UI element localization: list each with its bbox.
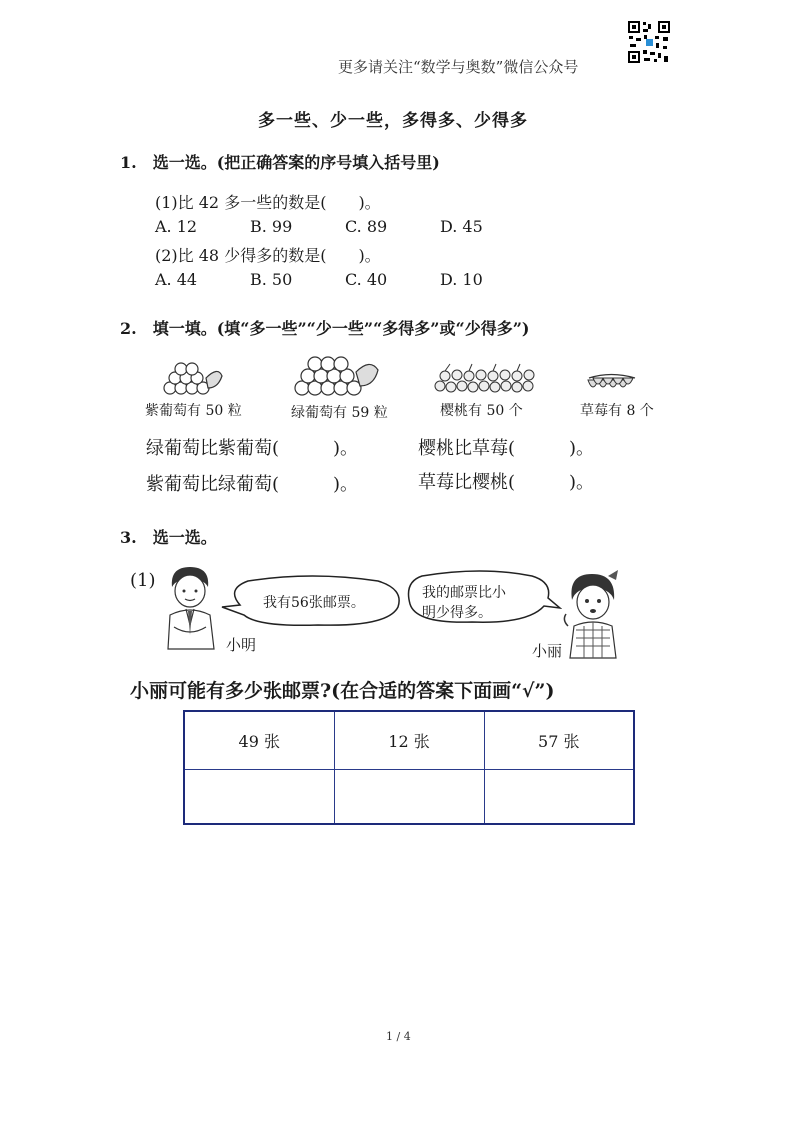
q3-part-label: (1) (130, 570, 156, 591)
purple-grapes-caption: 紫葡萄有 50 粒 (145, 403, 242, 419)
girl-name: 小丽 (532, 642, 563, 660)
q1-item2-option-d: D. 10 (440, 270, 483, 289)
qr-code-icon (627, 20, 671, 64)
answer-header-12: 12 张 (334, 711, 484, 769)
q1-item2-option-a: A. 44 (155, 270, 198, 289)
green-grapes-icon (292, 352, 380, 400)
girl-speech-line2: 明少得多。 (422, 605, 492, 621)
cherries-caption: 樱桃有 50 个 (440, 403, 523, 419)
boy-name: 小明 (226, 636, 257, 654)
header-note: 更多请关注“数学与奥数”微信公众号 (338, 58, 579, 76)
answer-cell-12[interactable] (334, 769, 484, 824)
girl-xiaoli-icon (558, 570, 628, 660)
green-grapes-caption: 绿葡萄有 59 粒 (291, 405, 388, 421)
q2-blank-2[interactable]: 樱桃比草莓( )。 (418, 438, 595, 459)
strawberries-icon (585, 372, 639, 396)
q2-heading: 2. 填一填。(填“多一些”“少一些”“多得多”或“少得多”) (120, 319, 530, 338)
answer-cell-57[interactable] (484, 769, 634, 824)
page-number: 1 / 4 (386, 1030, 411, 1043)
girl-speech-line1: 我的邮票比小 (422, 585, 506, 601)
q1-item1-stem: (1)比 42 多一些的数是( )。 (155, 193, 381, 212)
q1-item2-stem: (2)比 48 少得多的数是( )。 (155, 246, 381, 265)
q2-blank-1[interactable]: 绿葡萄比紫葡萄( )。 (146, 438, 359, 459)
q1-item1-option-c: C. 89 (345, 217, 388, 236)
q1-item1-option-b: B. 99 (250, 217, 293, 236)
q1-item2-option-c: C. 40 (345, 270, 388, 289)
q2-blank-3[interactable]: 紫葡萄比绿葡萄( )。 (146, 474, 359, 495)
page-title: 多一些、少一些，多得多、少得多 (258, 111, 528, 131)
q3-question: 小丽可能有多少张邮票?(在合适的答案下面画“√”) (130, 680, 555, 702)
answer-header-49: 49 张 (184, 711, 334, 769)
q2-blank-4[interactable]: 草莓比樱桃( )。 (418, 472, 595, 493)
cherries-icon (432, 362, 540, 396)
answer-cell-49[interactable] (184, 769, 334, 824)
q1-item2-option-b: B. 50 (250, 270, 293, 289)
answer-header-57: 57 张 (484, 711, 634, 769)
boy-xiaoming-icon (160, 565, 222, 650)
answer-table (183, 710, 635, 825)
q1-item1-option-a: A. 12 (155, 217, 198, 236)
boy-speech-text: 我有56张邮票。 (263, 595, 365, 611)
q1-item1-option-d: D. 45 (440, 217, 483, 236)
q3-heading: 3. 选一选。 (120, 528, 217, 547)
strawberries-caption: 草莓有 8 个 (580, 403, 654, 419)
purple-grapes-icon (158, 358, 224, 398)
q1-heading: 1. 选一选。(把正确答案的序号填入括号里) (120, 153, 440, 172)
